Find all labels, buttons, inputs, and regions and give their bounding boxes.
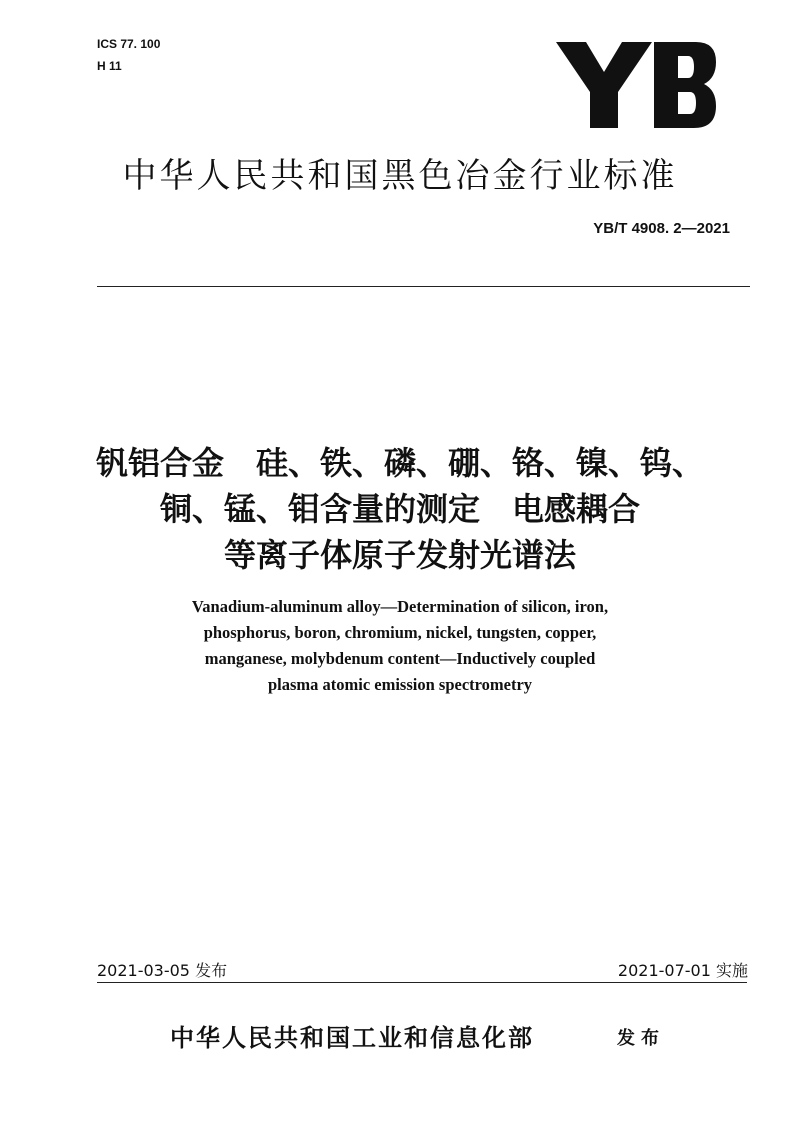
issue-date: 2021-03-05 发布 bbox=[97, 961, 228, 980]
issue-label: 发布 bbox=[617, 1028, 665, 1049]
classification-codes bbox=[97, 33, 160, 77]
footer-divider bbox=[97, 982, 747, 983]
title-en-line-2: phosphorus, boron, chromium, nickel, tungsten, copper, bbox=[203, 623, 597, 642]
implementation-date: 2021-07-01 实施 bbox=[617, 961, 748, 980]
title-chinese bbox=[0, 440, 800, 578]
organization-title: 中华人民共和国黑色冶金行业标准 bbox=[122, 156, 678, 196]
ics-code: ICS 77. 100 bbox=[97, 37, 161, 51]
ccs-code: H 11 bbox=[97, 59, 122, 73]
title-cn-line-2: 铜、锰、钼含量的测定 电感耦合 bbox=[159, 490, 640, 528]
title-english bbox=[0, 594, 800, 698]
title-cn-line-3: 等离子体原子发射光谱法 bbox=[223, 536, 576, 574]
title-en-line-4: plasma atomic emission spectrometry bbox=[267, 675, 533, 694]
header-divider bbox=[97, 286, 750, 287]
standard-number: YB/T 4908. 2—2021 bbox=[593, 220, 730, 237]
yb-logo bbox=[556, 42, 716, 128]
title-cn-line-1: 钒铝合金 硅、铁、磷、硼、铬、镍、钨、 bbox=[95, 444, 704, 482]
title-en-line-3: manganese, molybdenum content—Inductively coupled bbox=[204, 649, 596, 668]
title-en-line-1: Vanadium-aluminum alloy—Determination of silicon, iron, bbox=[191, 597, 609, 616]
issuing-authority: 中华人民共和国工业和信息化部 bbox=[170, 1024, 534, 1052]
